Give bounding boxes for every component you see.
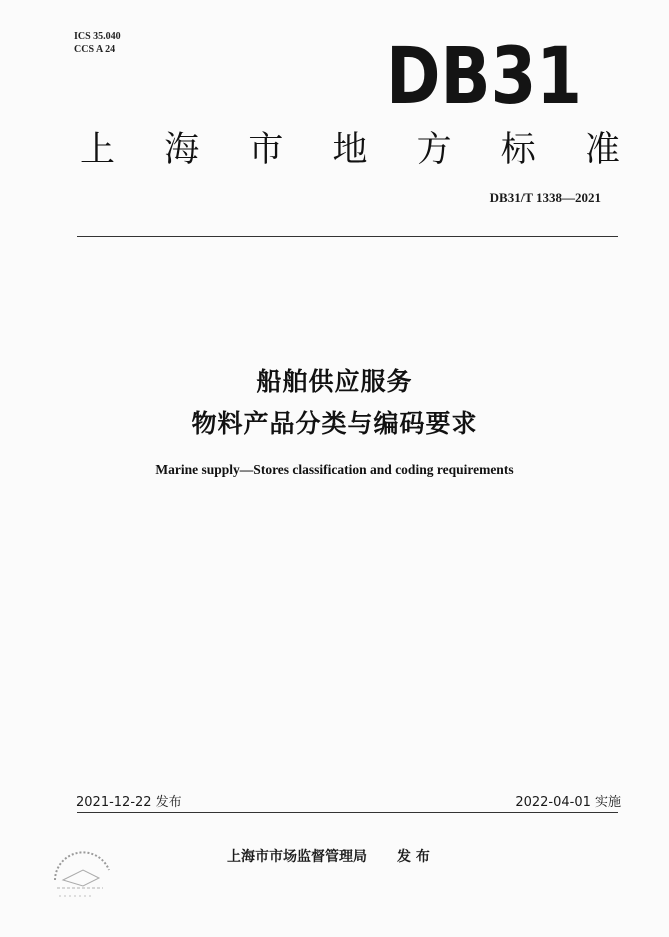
standard-type-char: 方	[416, 130, 452, 170]
classification-codes	[74, 30, 121, 56]
footer-divider	[77, 812, 618, 813]
title-zh-line2: 物料产品分类与编码要求	[191, 409, 478, 438]
db31-logo-graphic	[384, 30, 584, 122]
implementation-date: 2022-04-01 实施	[515, 795, 621, 810]
stamp-seal	[43, 840, 123, 908]
db31-logo	[384, 30, 584, 122]
header-divider	[77, 236, 618, 237]
title-zh-line1: 船舶供应服务	[256, 367, 413, 396]
issuer-action: 发 布	[397, 849, 430, 865]
standard-type-char: 标	[500, 130, 536, 170]
ics-code: ICS 35.040	[74, 31, 121, 42]
standard-type-char: 海	[164, 130, 200, 170]
release-date: 2021-12-22 发布	[76, 795, 182, 810]
standard-number: DB31/T 1338—2021	[489, 190, 601, 205]
ccs-code: CCS A 24	[74, 44, 116, 55]
issuer-name: 上海市市场监督管理局	[227, 849, 367, 865]
standard-type-title	[80, 122, 620, 172]
standard-type-char: 地	[332, 130, 368, 170]
standard-type-char: 市	[248, 130, 284, 170]
db31-logo-text: DB31	[386, 32, 582, 122]
standard-type-char: 上	[80, 130, 116, 170]
title-en: Marine supply—Stores classification and coding requirements	[155, 462, 514, 477]
standard-type-char: 准	[584, 130, 620, 170]
issuing-authority	[227, 846, 430, 866]
